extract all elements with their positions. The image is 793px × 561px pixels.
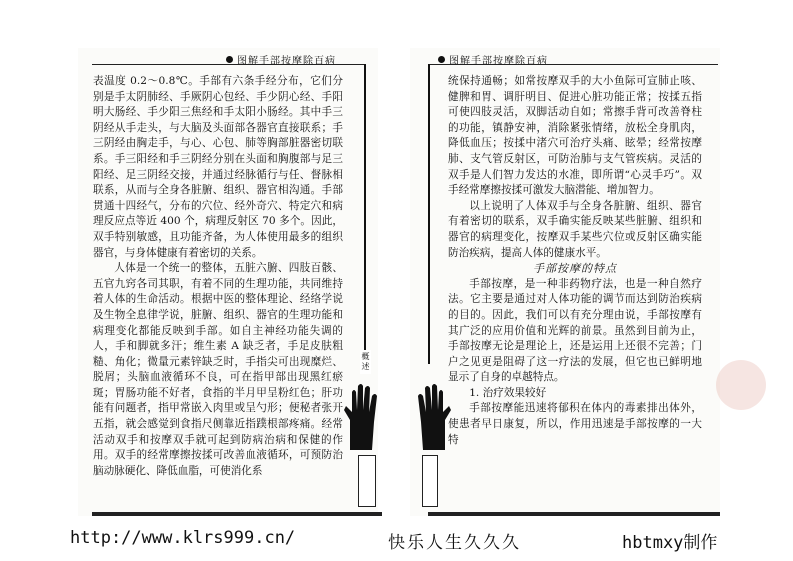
- footer-url: http://www.klrs999.cn/: [70, 528, 296, 548]
- right-bottom-bar: [428, 512, 720, 516]
- left-side-box: [358, 455, 376, 507]
- left-side-label: 概述: [361, 352, 370, 372]
- footer-site-name: 快乐人生久久久: [388, 533, 521, 553]
- right-text-column: [448, 74, 702, 514]
- right-paragraph-1: 统保持通畅；如常按摩双手的大小鱼际可宣肺止咳、健脾和胃、调肝明目、促进心脏功能正常；按揉五指可使四肢灵活，双脚活动自如；常擦手背可改善脊柱的功能，镇静安神，消除紧张情绪，放松全身肌肉，降低血压；按揉中渚穴可治疗头痛、眩晕；经常按摩肺、支气管反射区，可防治肺与支气管疾病。灵活的双手是人们智力发达的水准，即所谓“心灵手巧”。双手经常摩擦按揉可激发大脑潜能、增加智力。: [448, 75, 702, 197]
- left-paragraph-1: 表温度 0.2～0.8℃。手部有六条手经分布，它们分别是手太阴肺经、手厥阴心包经、手少阴心经、手阳明大肠经、手少阳三焦经和手太阳小肠经。其中手三阴经从手走头，与大脑及头面部各器官直接联系；手三阴经由胸走手，与心、心包、肺等胸部脏器密切联系。手三阳经和手三阴经分别在头面和胸腹部与足三阳经、足三阴经交接，并通过经脉循行与任、督脉相联系，从而与全身各脏腑、组织、器官相沟通。手部贯通十四经气，分布的穴位、经外奇穴、特定穴和病理反应点等近 400 个，病理反射区 70 多个。因此，双手特别敏感，且功能齐备，为人体使用最多的组织器官，与身体健康有着密切的关系。: [93, 75, 343, 259]
- left-paragraph-2: 人体是一个统一的整体，五脏六腑、四肢百骸、五官九窍各司其职，有着不同的生理功能，共同维持着人体的生命活动。根据中医的整体理论、经络学说及生物全息律学说，脏腑、组织、器官的生理功能和病理变化都能反映到手部。如自主神经功能失调的人，手和脚就多汗；维生素 A 缺乏者，手足皮肤粗糙、角化；微量元素锌缺乏时，手指尖可出现糜烂、脱屑；头脑血液循环不良，可在指甲部出现黑红瘀斑；胃肠功能不好者，食指的半月甲呈粉红色；肝功能有问题者，指甲常嵌入肉里或呈勺形；便秘者张开五指，就会感觉到食指尺侧靠近指蹼根部疼痛。经常活动双手和按摩双手就可起到防病治病和保健的作用。双手的经常摩擦按揉可改善血液循环，可预防治脑动脉硬化、降低血脂，可使消化系: [93, 262, 343, 477]
- right-sidebar-line: [428, 64, 430, 364]
- bullet-dot-icon: [438, 56, 445, 63]
- left-bottom-bar: [92, 512, 382, 516]
- bullet-dot-icon: [226, 56, 233, 63]
- list-item-heading: 1. 治疗效果较好: [469, 386, 547, 399]
- section-title: 手部按摩的特点: [533, 262, 617, 276]
- right-header-rule: [428, 64, 718, 65]
- watermark-stamp: [716, 360, 766, 410]
- footer-credit: hbtmxy制作: [622, 533, 718, 553]
- left-sidebar-line: [364, 64, 366, 364]
- right-paragraph-2: 以上说明了人体双手与全身各脏腑、组织、器官有着密切的联系，双手确实能反映某些脏腑、组织和器官的病理变化，按摩双手某些穴位或反射区确实能防治疾病，提高人体的健康水平。: [448, 199, 702, 259]
- right-paragraph-3: 手部按摩，是一种非药物疗法，也是一种自然疗法。它主要是通过对人体功能的调节而达到防治疾病的目的。因此，我们可以有充分理由说，手部按摩有其广泛的应用价值和光辉的前景。虽然到目前为止，手部按摩无论是理论上，还是运用上还很不完善；门户之见更是阻碍了这一疗法的发展，但它也已鲜明地显示了自身的卓越特点。: [448, 277, 702, 384]
- hand-silhouette-icon: [340, 380, 385, 450]
- left-text-column: [93, 74, 343, 514]
- left-header-rule: [92, 64, 364, 65]
- right-paragraph-4: 手部按摩能迅速将郁积在体内的毒素排出体外，使患者早日康复，所以，作用迅速是手部按摩的一大特: [448, 402, 702, 446]
- right-side-box: [422, 455, 438, 507]
- right-running-head-text: 图解手部按摩除百病: [449, 56, 548, 67]
- left-running-head-text: 图解手部按摩除百病: [237, 56, 336, 67]
